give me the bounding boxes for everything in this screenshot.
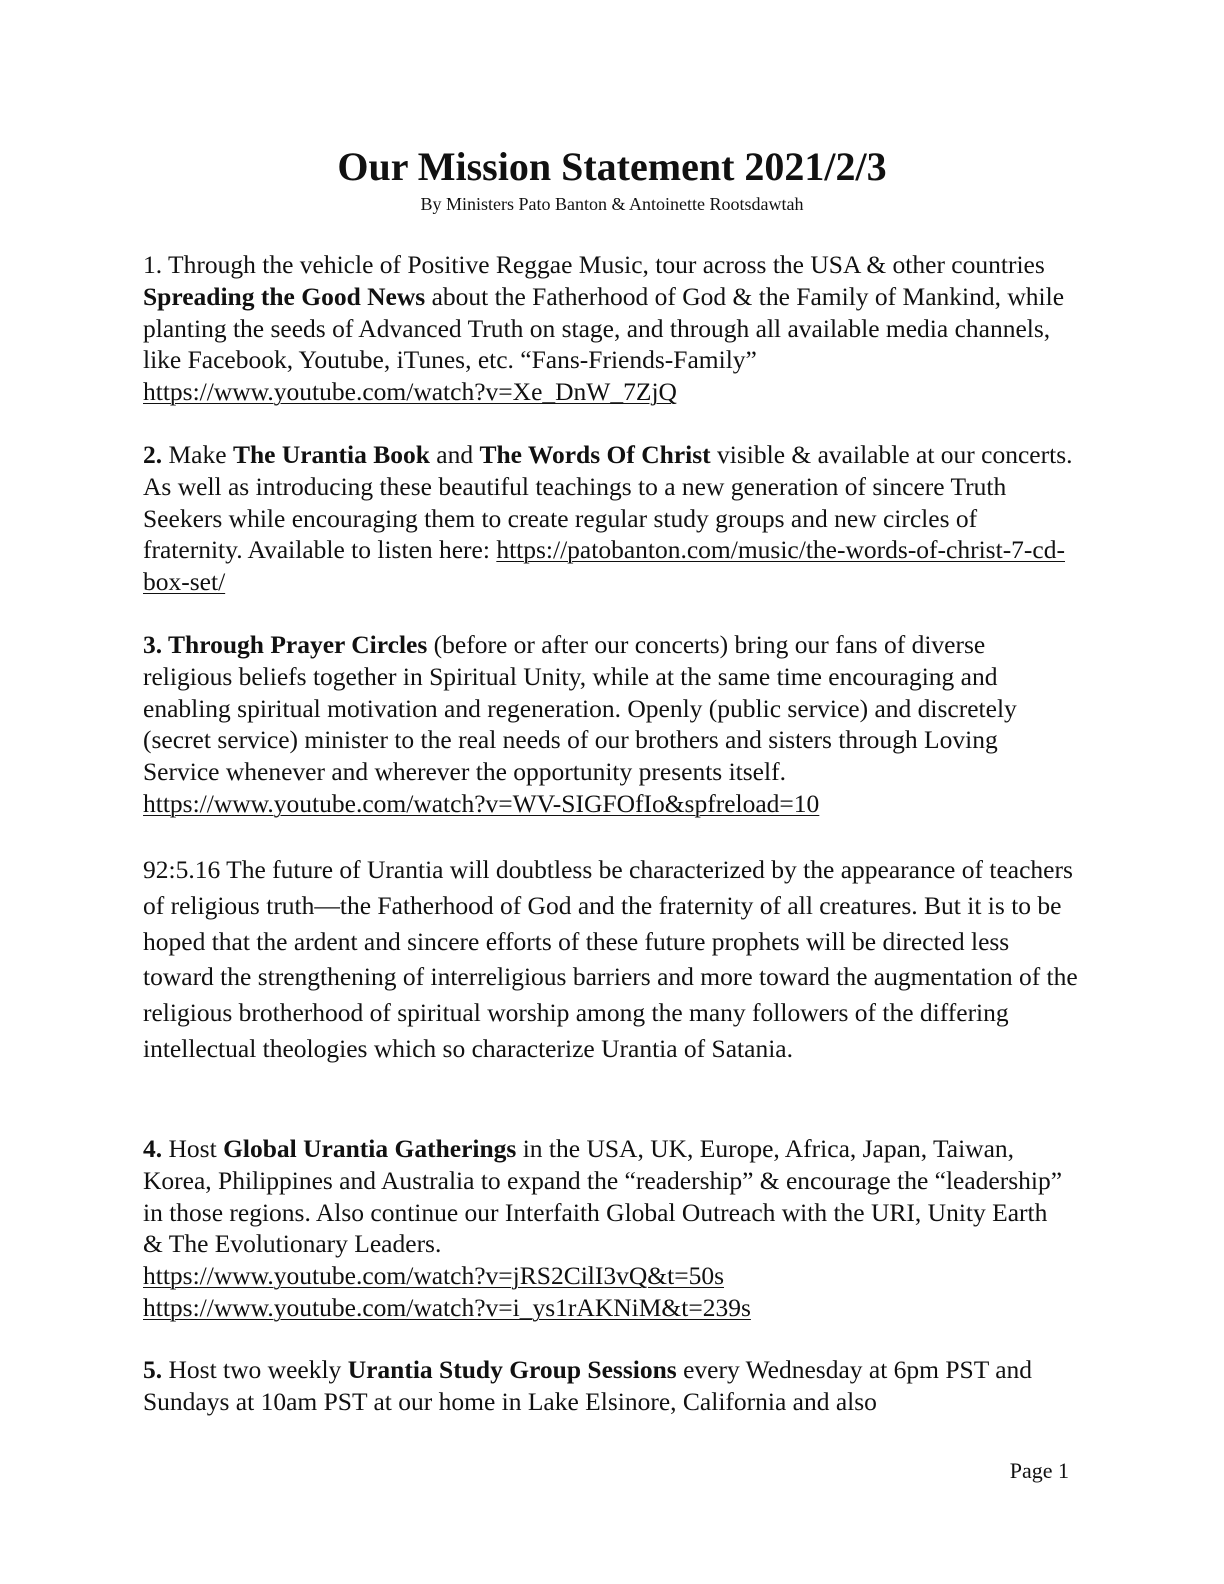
youtube-link[interactable]: https://www.youtube.com/watch?v=jRS2CilI3vQ&t=50s (143, 1261, 724, 1291)
item-number: 1. (143, 250, 163, 279)
document-byline: By Ministers Pato Banton & Antoinette Rootsdawtah (420, 194, 804, 214)
mission-item-5 (143, 1354, 1073, 1418)
item-number: 5. (143, 1355, 163, 1384)
item-text: about the Fatherhood of God & the Family of Mankind, while planting the seeds of Advanced Truth on stage, and through all available media channels, like Facebook, Youtube, iTunes, etc. “Fans-Friends-Family” (143, 281, 1065, 375)
item-bold-text: Spreading the Good News (143, 281, 426, 311)
item-bold-text: The Urantia Book (232, 440, 430, 469)
item-number: 4. (143, 1134, 163, 1163)
item-text: (before or after our concerts) bring our fans of diverse religious beliefs together in Spiritual Unity, while at the same time encouraging and enabling spiritual motivation and regeneration. Openly (public service) and discretely (secret service) minister to the real needs of our brothers and sisters through Loving Service whenever and wherever the opportunity presents itself. (143, 630, 1017, 787)
item-number: 2. (143, 440, 163, 469)
item-text: Make (162, 440, 233, 469)
mission-item-1 (143, 249, 1073, 408)
page-number: Page 1 (1009, 1458, 1069, 1483)
box-set-link[interactable]: https://patobanton.com/music/the-words-of-christ-7-cd-box-set/ (143, 535, 1065, 597)
urantia-quote: 92:5.16 The future of Urantia will doubtless be characterized by the appearance of teachers of religious truth—the Fatherhood of God and the fraternity of all creatures. But it is to be hoped that the ardent and sincere efforts of these future prophets will be directed less toward the strengthening of interreligious barriers and more toward the augmentation of the religious brotherhood of spiritual worship among the many followers of the differing intellectual theologies which so characterize Urantia of Satania. (143, 855, 1078, 1063)
item-bold-text: Global Urantia Gatherings (223, 1134, 517, 1163)
item-text: every Wednesday at 6pm PST and Sundays at 10am PST at our home in Lake Elsinore, California and also (143, 1355, 1033, 1416)
mission-item-2 (143, 439, 1073, 598)
mission-item-4 (143, 1133, 1073, 1324)
item-text: Host (162, 1134, 224, 1163)
item-bold-text: The Words Of Christ (479, 440, 711, 469)
youtube-link[interactable]: https://www.youtube.com/watch?v=WV-SIGFOfIo&spfreload=10 (143, 788, 820, 818)
item-text: and (429, 440, 480, 469)
item-bold-text: Urantia Study Group Sessions (347, 1355, 677, 1384)
mission-item-3 (143, 629, 1073, 820)
youtube-link[interactable]: https://www.youtube.com/watch?v=i_ys1rAKNiM&t=239s (143, 1292, 751, 1322)
item-bold-text: Through Prayer Circles (162, 630, 428, 659)
item-text: visible & available at our concerts. As well as introducing these beautiful teachings to a new generation of sincere Truth Seekers while encouraging them to create regular study groups and new circles of fraternity. Available to listen here: (143, 440, 1073, 565)
item-text: in the USA, UK, Europe, Africa, Japan, Taiwan, Korea, Philippines and Australia to expand the “readership” & encourage the “leadership” in those regions. Also continue our Interfaith Global Outreach with the URI, Unity Earth & The Evolutionary Leaders. (143, 1134, 1063, 1259)
item-number: 3. (143, 630, 163, 659)
document-title: Our Mission Statement 2021/2/3 (337, 144, 887, 189)
youtube-link[interactable]: https://www.youtube.com/watch?v=Xe_DnW_7ZjQ (143, 377, 677, 407)
item-text: Through the vehicle of Positive Reggae Music, tour across the USA & other countries (162, 250, 1045, 279)
item-text: Host two weekly (162, 1355, 348, 1384)
